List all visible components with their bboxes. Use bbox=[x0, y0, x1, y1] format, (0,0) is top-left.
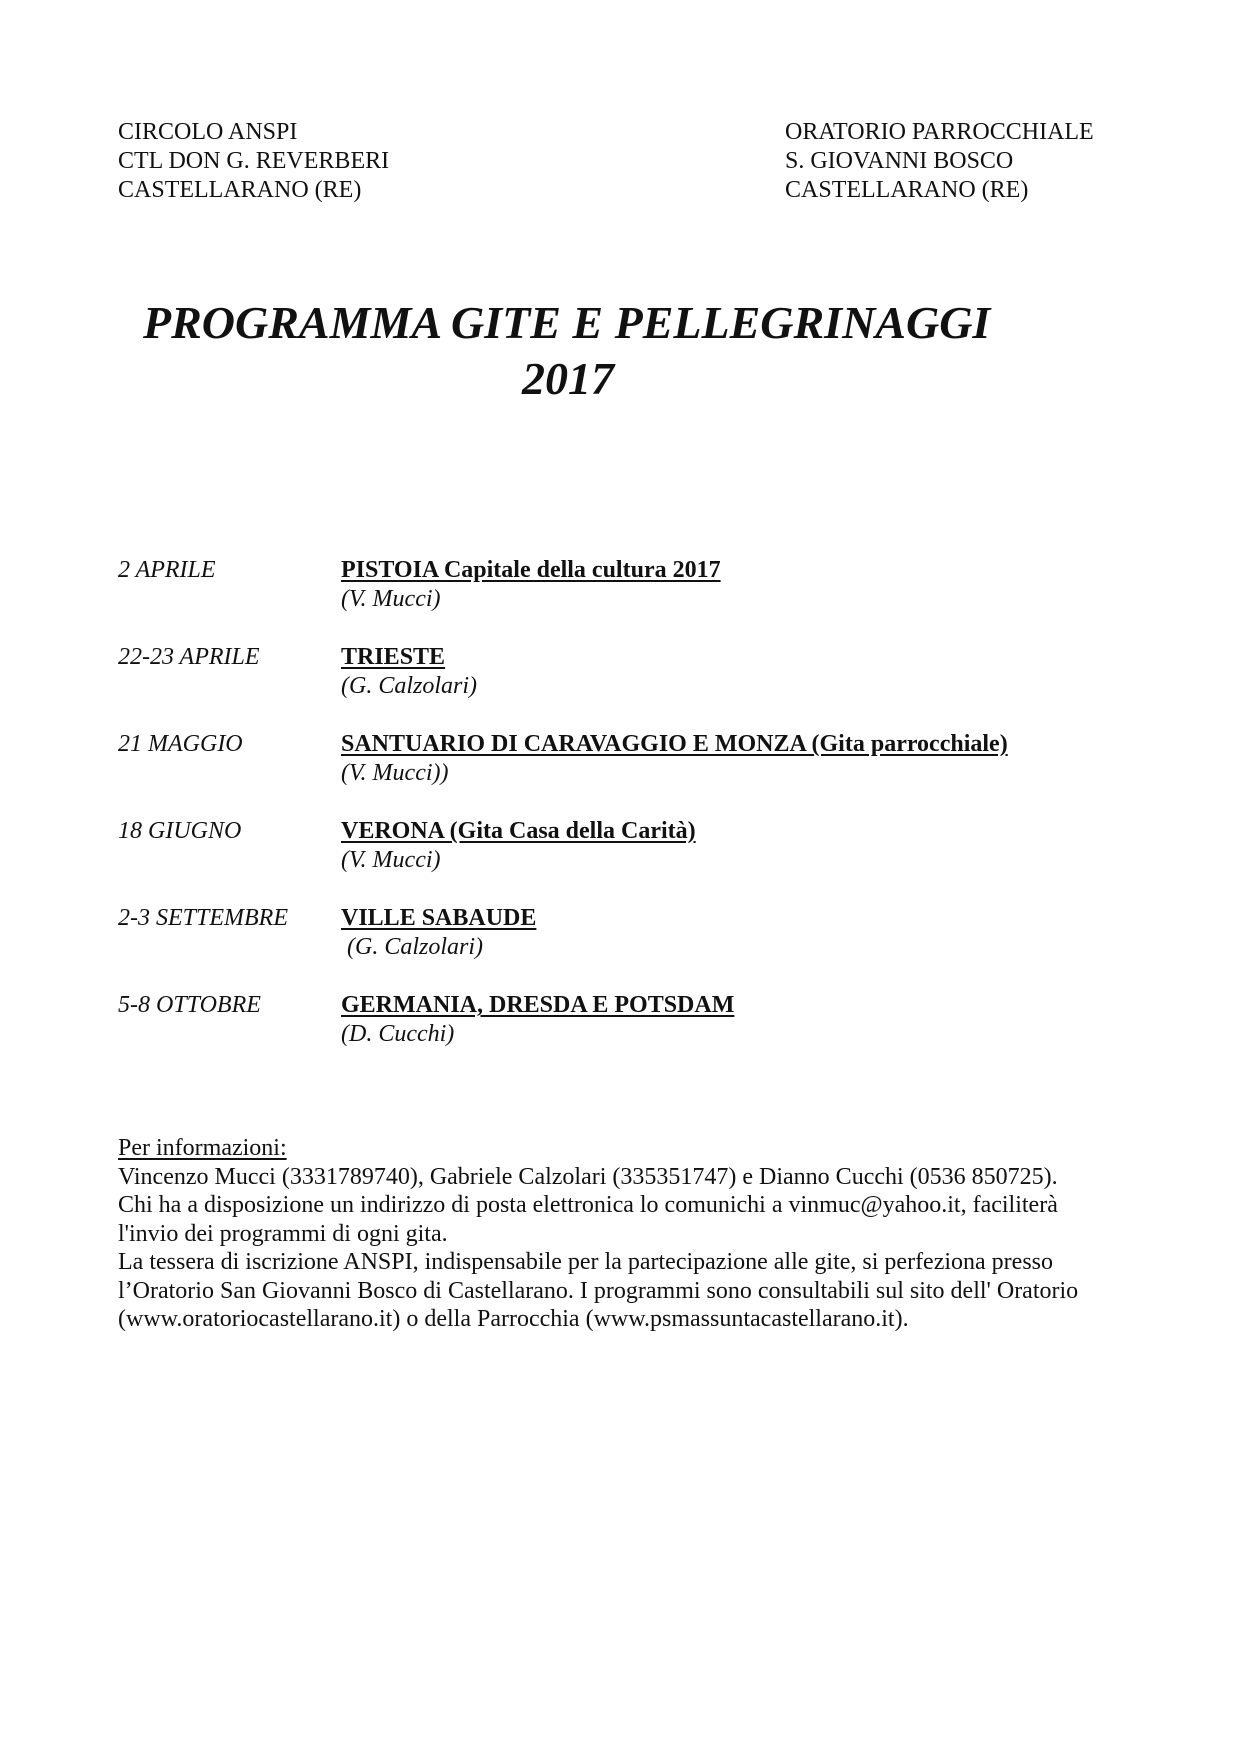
info-section bbox=[118, 1134, 1128, 1334]
event-date: 21 MAGGIO bbox=[118, 731, 243, 757]
event-date: 2-3 SETTEMBRE bbox=[118, 905, 288, 931]
event-leader: (G. Calzolari) bbox=[341, 673, 478, 699]
event-leader: (V. Mucci)) bbox=[341, 760, 449, 786]
header-left-line: CTL DON G. REVERBERI bbox=[118, 148, 390, 174]
header-right-block bbox=[785, 118, 1094, 205]
event-leader: (D. Cucchi) bbox=[341, 1021, 455, 1047]
header-right-line: CASTELLARANO (RE) bbox=[785, 177, 1029, 203]
event-title: SANTUARIO DI CARAVAGGIO E MONZA (Gita parrocchiale) bbox=[341, 731, 1008, 757]
event-leader: (V. Mucci) bbox=[341, 586, 441, 612]
schedule-item bbox=[118, 643, 1118, 730]
event-date: 2 APRILE bbox=[118, 557, 216, 583]
event-title: GERMANIA, DRESDA E POTSDAM bbox=[341, 992, 735, 1018]
schedule-item bbox=[118, 730, 1118, 817]
schedule-item bbox=[118, 904, 1118, 991]
info-heading: Per informazioni: bbox=[118, 1135, 287, 1161]
event-title: VERONA (Gita Casa della Carità) bbox=[341, 818, 696, 844]
schedule-item bbox=[118, 556, 1118, 643]
event-date: 22-23 APRILE bbox=[118, 644, 260, 670]
schedule-item bbox=[118, 991, 1118, 1078]
event-date: 18 GIUGNO bbox=[118, 818, 242, 844]
title-text: PROGRAMMA GITE E PELLEGRINAGGI bbox=[143, 297, 991, 348]
info-line: Chi ha a disposizione un indirizzo di posta elettronica lo comunichi a vinmuc@yahoo.it, faciliterà bbox=[118, 1192, 1058, 1218]
schedule-item bbox=[118, 817, 1118, 904]
header-right-line: S. GIOVANNI BOSCO bbox=[785, 148, 1014, 174]
event-title: TRIESTE bbox=[341, 644, 446, 670]
event-leader: (G. Calzolari) bbox=[341, 934, 484, 960]
header-left-block bbox=[118, 118, 389, 205]
header-left-line: CASTELLARANO (RE) bbox=[118, 177, 362, 203]
trip-schedule bbox=[118, 556, 1118, 1078]
info-line: (www.oratoriocastellarano.it) o della Parrocchia (www.psmassuntacastellarano.it). bbox=[118, 1306, 909, 1332]
info-line: Vincenzo Mucci (3331789740), Gabriele Calzolari (335351747) e Dianno Cucchi (0536 850725). bbox=[118, 1163, 1058, 1190]
title-year: 2017 bbox=[522, 353, 614, 404]
event-title: VILLE SABAUDE bbox=[341, 905, 537, 931]
event-leader: (V. Mucci) bbox=[341, 847, 441, 873]
info-line: l’Oratorio San Giovanni Bosco di Castellarano. I programmi sono consultabili sul sito dell' Oratorio bbox=[118, 1277, 1079, 1304]
header-left-line: CIRCOLO ANSPI bbox=[118, 119, 298, 145]
event-title: PISTOIA Capitale della cultura 2017 bbox=[341, 557, 721, 583]
info-line: La tessera di iscrizione ANSPI, indispensabile per la partecipazione alle gite, si perfeziona presso bbox=[118, 1249, 1054, 1275]
event-date: 5-8 OTTOBRE bbox=[118, 992, 261, 1018]
info-line: l'invio dei programmi di ogni gita. bbox=[118, 1220, 448, 1247]
header-right-line: ORATORIO PARROCCHIALE bbox=[785, 119, 1094, 145]
